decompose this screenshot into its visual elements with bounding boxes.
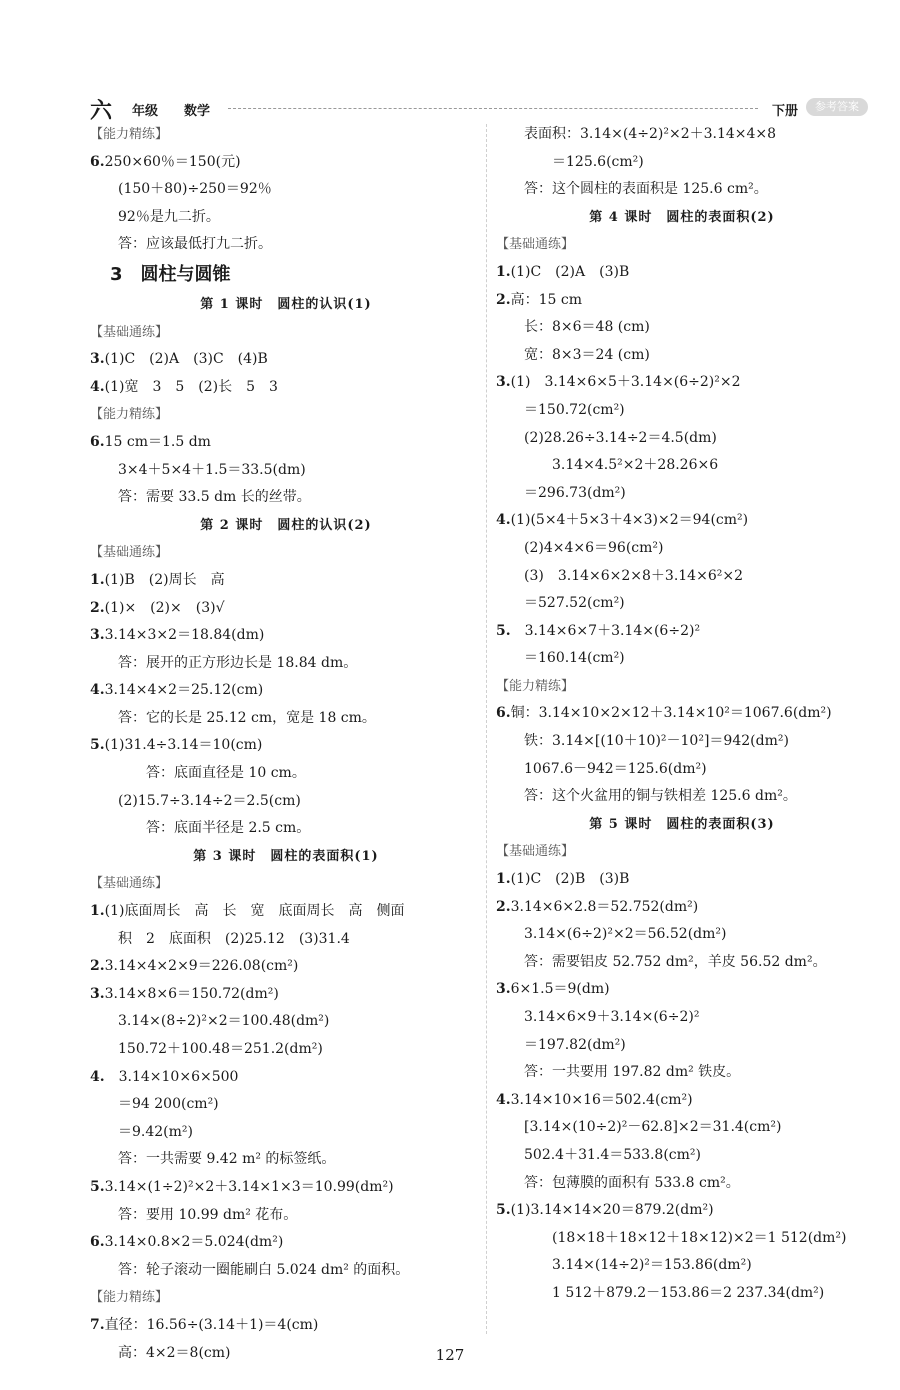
answer-line bbox=[496, 1225, 868, 1253]
question-number: 6. bbox=[496, 705, 511, 722]
line-text: (2)4×4×6＝96(cm²) bbox=[524, 539, 664, 556]
line-text: (2)28.26÷3.14÷2＝4.5(dm) bbox=[524, 429, 717, 446]
answer-line bbox=[496, 369, 868, 397]
question-number: 1. bbox=[496, 871, 511, 888]
answer-line bbox=[496, 728, 868, 756]
line-text: 【能力精练】 bbox=[90, 1290, 169, 1306]
answer-line bbox=[496, 1197, 868, 1225]
lesson-title bbox=[496, 811, 868, 839]
answer-line bbox=[90, 1064, 482, 1092]
line-text: 【基础通练】 bbox=[90, 876, 169, 892]
answer-line bbox=[90, 1091, 482, 1119]
line-text: (1)3.14×14×20＝879.2(dm²) bbox=[510, 1202, 714, 1219]
answer-line bbox=[90, 176, 482, 204]
question-number: 3. bbox=[496, 374, 511, 391]
answer-line bbox=[90, 705, 482, 733]
line-text: 3.14×4×2＝25.12(cm) bbox=[104, 682, 264, 699]
line-text: 积 2 底面积 (2)25.12 (3)31.4 bbox=[118, 930, 350, 947]
answer-line bbox=[90, 1119, 482, 1147]
line-text: 3.14×4×2×9＝226.08(cm²) bbox=[104, 958, 299, 975]
answer-line bbox=[90, 374, 482, 402]
line-text: 【能力精练】 bbox=[90, 127, 169, 142]
answer-line bbox=[90, 953, 482, 981]
line-text: ＝160.14(cm²) bbox=[524, 650, 625, 667]
answer-line bbox=[496, 1032, 868, 1060]
line-text: 直径：16.56÷(3.14＋1)＝4(cm) bbox=[104, 1316, 319, 1333]
answer-line bbox=[90, 650, 482, 678]
line-text: 答：包薄膜的面积有 533.8 cm²。 bbox=[524, 1174, 740, 1191]
line-text: 3.14×3×2＝18.84(dm) bbox=[104, 627, 265, 644]
answer-line bbox=[90, 622, 482, 650]
answer-line bbox=[496, 1087, 868, 1115]
question-number: 5. bbox=[90, 1178, 105, 1195]
line-text: 【基础通练】 bbox=[496, 844, 575, 860]
answer-line bbox=[496, 1004, 868, 1032]
answer-line bbox=[496, 314, 868, 342]
question-number: 3. bbox=[90, 627, 105, 644]
line-text: 250×60％＝150(元) bbox=[104, 153, 241, 170]
line-text: 答：应该最低打九二折。 bbox=[118, 236, 272, 253]
answer-line bbox=[90, 1036, 482, 1064]
question-number: 7. bbox=[90, 1316, 105, 1333]
question-number: 3. bbox=[90, 351, 105, 368]
line-text: (1)B (2)周长 高 bbox=[104, 571, 225, 588]
line-text: (150＋80)÷250＝92％ bbox=[118, 181, 272, 198]
line-text: 【基础通练】 bbox=[90, 324, 169, 340]
answer-line bbox=[90, 567, 482, 595]
answer-line bbox=[496, 590, 868, 618]
answer-line bbox=[90, 149, 482, 177]
line-text: (1)C (2)A (3)B bbox=[510, 263, 630, 280]
question-number: 6. bbox=[90, 153, 105, 170]
line-text: ＝94 200(cm²) bbox=[118, 1096, 219, 1113]
line-text: ＝296.73(dm²) bbox=[524, 484, 626, 501]
line-text: [3.14×(10÷2)²－62.8]×2＝31.4(cm²) bbox=[524, 1119, 782, 1136]
line-text: (1)底面周长 高 长 宽 底面周长 高 侧面 bbox=[104, 903, 405, 920]
answer-line bbox=[90, 595, 482, 623]
column-divider bbox=[486, 124, 487, 1334]
answer-line bbox=[496, 976, 868, 1004]
line-text: 答：它的长是 25.12 cm，宽是 18 cm。 bbox=[118, 709, 376, 726]
line-text: 3.14×(1÷2)²×2＋3.14×1×3＝10.99(dm²) bbox=[104, 1178, 394, 1195]
answer-line bbox=[90, 815, 482, 843]
section-heading bbox=[90, 539, 482, 567]
line-text: (18×18＋18×12＋18×12)×2＝1 512(dm²) bbox=[552, 1229, 847, 1246]
lesson-title bbox=[90, 512, 482, 540]
answer-line bbox=[496, 1280, 868, 1308]
answer-line bbox=[496, 1252, 868, 1280]
answer-line bbox=[90, 457, 482, 485]
line-text: 150.72＋100.48＝251.2(dm²) bbox=[118, 1041, 323, 1057]
grade-char: 六 bbox=[90, 99, 113, 124]
answer-line bbox=[496, 121, 868, 149]
line-text: (1) 3.14×6×5＋3.14×(6÷2)²×2 bbox=[510, 374, 741, 391]
answer-line bbox=[90, 1229, 482, 1257]
line-text: 答：这个火盆用的铜与铁相差 125.6 dm²。 bbox=[524, 788, 797, 805]
question-number: 2. bbox=[90, 958, 105, 975]
line-text: 答：要用 10.99 dm² 花布。 bbox=[118, 1206, 298, 1223]
answer-line bbox=[90, 231, 482, 259]
line-text: 答：展开的正方形边长是 18.84 dm。 bbox=[118, 654, 358, 671]
answer-line bbox=[496, 507, 868, 535]
question-number: 6. bbox=[90, 433, 105, 450]
lesson-title bbox=[496, 204, 868, 232]
question-number: 4. bbox=[496, 1091, 511, 1108]
line-text: 3.14×(6÷2)²×2＝56.52(dm²) bbox=[524, 926, 727, 943]
line-text: 【基础通练】 bbox=[496, 237, 575, 253]
answer-line bbox=[496, 425, 868, 453]
line-text: ＝527.52(cm²) bbox=[524, 595, 625, 612]
answer-line bbox=[90, 1202, 482, 1230]
answer-line bbox=[496, 452, 868, 480]
answer-line bbox=[496, 618, 868, 646]
section-heading bbox=[90, 319, 482, 347]
answer-line bbox=[496, 1059, 868, 1087]
line-text: 3.14×8×6＝150.72(dm²) bbox=[104, 985, 279, 1002]
line-text: 答：底面半径是 2.5 cm。 bbox=[146, 820, 311, 837]
lesson-title bbox=[90, 291, 482, 319]
line-text: ＝197.82(dm²) bbox=[524, 1036, 626, 1053]
answer-line bbox=[90, 1146, 482, 1174]
section-heading bbox=[90, 1284, 482, 1312]
answer-line bbox=[496, 259, 868, 287]
question-number: 5. bbox=[90, 737, 105, 754]
line-text: 1067.6－942＝125.6(dm²) bbox=[524, 760, 707, 777]
line-text: 表面积：3.14×(4÷2)²×2＋3.14×4×8 bbox=[524, 126, 777, 142]
question-number: 2. bbox=[496, 898, 511, 915]
answer-line bbox=[90, 732, 482, 760]
line-text: (1)× (2)× (3)√ bbox=[104, 599, 225, 616]
question-number: 4. bbox=[496, 512, 511, 529]
line-text: 铁：3.14×[(10＋10)²－10²]＝942(dm²) bbox=[524, 733, 789, 750]
answer-line bbox=[90, 1257, 482, 1285]
line-text: ＝125.6(cm²) bbox=[552, 153, 644, 170]
section-heading bbox=[90, 401, 482, 429]
answer-line bbox=[90, 760, 482, 788]
answer-line bbox=[496, 1170, 868, 1198]
right-column bbox=[496, 121, 868, 1308]
answer-line bbox=[90, 1008, 482, 1036]
question-number: 5. bbox=[496, 622, 511, 639]
answer-line bbox=[90, 1312, 482, 1340]
question-number: 3. bbox=[496, 981, 511, 998]
section-heading bbox=[90, 121, 482, 149]
question-number: 2. bbox=[90, 599, 105, 616]
line-text: 6×1.5＝9(dm) bbox=[510, 981, 610, 998]
answer-line bbox=[496, 921, 868, 949]
answer-line bbox=[496, 866, 868, 894]
section-heading bbox=[90, 870, 482, 898]
page-number: 127 bbox=[435, 1346, 465, 1364]
page-header bbox=[88, 96, 868, 124]
answer-line bbox=[496, 894, 868, 922]
line-text: 答：这个圆柱的表面积是 125.6 cm²。 bbox=[524, 181, 768, 198]
answer-line bbox=[90, 484, 482, 512]
question-number: 5. bbox=[496, 1202, 511, 1219]
question-number: 3. bbox=[90, 985, 105, 1002]
line-text: 3 圆柱与圆锥 bbox=[110, 263, 231, 285]
line-text: 15 cm＝1.5 dm bbox=[104, 433, 211, 450]
line-text: 高：15 cm bbox=[510, 291, 583, 308]
section-heading bbox=[496, 838, 868, 866]
line-text: 答：底面直径是 10 cm。 bbox=[146, 765, 306, 782]
answer-line bbox=[90, 926, 482, 954]
question-number: 6. bbox=[90, 1234, 105, 1251]
chapter-title bbox=[90, 259, 482, 291]
left-column bbox=[90, 121, 482, 1367]
line-text: 3.14×4.5²×2＋28.26×6 bbox=[552, 457, 719, 474]
line-text: 长：8×6＝48 (cm) bbox=[524, 319, 650, 336]
line-text: 3.14×0.8×2＝5.024(dm²) bbox=[104, 1234, 284, 1251]
line-text: (1)31.4÷3.14＝10(cm) bbox=[104, 737, 263, 754]
answer-line bbox=[496, 783, 868, 811]
question-number: 4. bbox=[90, 682, 105, 699]
line-text: 第 1 课时 圆柱的认识(1) bbox=[200, 296, 372, 312]
question-number: 2. bbox=[496, 291, 511, 308]
answer-line bbox=[90, 429, 482, 457]
line-text: 高：4×2＝8(cm) bbox=[118, 1344, 231, 1361]
question-number: 4. bbox=[90, 378, 105, 395]
line-text: 3.14×10×6×500 bbox=[104, 1068, 239, 1085]
line-text: 答：轮子滚动一圈能刷白 5.024 dm² 的面积。 bbox=[118, 1261, 410, 1278]
line-text: (2)15.7÷3.14÷2＝2.5(cm) bbox=[118, 792, 301, 809]
answer-line bbox=[496, 535, 868, 563]
line-text: 92％是九二折。 bbox=[118, 208, 220, 225]
line-text: 铜：3.14×10×2×12＋3.14×10²＝1067.6(dm²) bbox=[510, 705, 832, 722]
line-text: 3.14×(14÷2)²＝153.86(dm²) bbox=[552, 1257, 752, 1274]
line-text: 3.14×6×7＋3.14×(6÷2)² bbox=[510, 622, 701, 639]
line-text: 第 4 课时 圆柱的表面积(2) bbox=[589, 209, 775, 225]
question-number: 1. bbox=[496, 263, 511, 280]
answer-line bbox=[496, 563, 868, 591]
answer-line bbox=[90, 788, 482, 816]
line-text: 3.14×6×2.8＝52.752(dm²) bbox=[510, 898, 699, 915]
line-text: 答：一共需要 9.42 m² 的标签纸。 bbox=[118, 1151, 336, 1168]
line-text: 3.14×6×9＋3.14×(6÷2)² bbox=[524, 1009, 700, 1025]
line-text: 答：需要 33.5 dm 长的丝带。 bbox=[118, 489, 311, 506]
answer-line bbox=[496, 700, 868, 728]
line-text: (1)(5×4＋5×3＋4×3)×2＝94(cm²) bbox=[510, 512, 749, 529]
answer-line bbox=[496, 756, 868, 784]
volume-label: 下册 bbox=[771, 104, 798, 119]
answer-line bbox=[90, 346, 482, 374]
line-text: 3.14×(8÷2)²×2＝100.48(dm²) bbox=[118, 1013, 330, 1030]
line-text: 502.4＋31.4＝533.8(cm²) bbox=[524, 1146, 701, 1163]
lesson-title bbox=[90, 843, 482, 871]
line-text: 1 512＋879.2－153.86＝2 237.34(dm²) bbox=[552, 1284, 825, 1301]
question-number: 1. bbox=[90, 571, 105, 588]
line-text: ＝9.42(m²) bbox=[118, 1123, 193, 1140]
line-text: 【基础通练】 bbox=[90, 545, 169, 561]
answer-line bbox=[496, 949, 868, 977]
answer-line bbox=[496, 287, 868, 315]
line-text: ＝150.72(cm²) bbox=[524, 401, 625, 418]
header-divider bbox=[228, 108, 758, 109]
line-text: 答：需要铝皮 52.752 dm²，羊皮 56.52 dm²。 bbox=[524, 953, 827, 970]
line-text: (3) 3.14×6×2×8＋3.14×6²×2 bbox=[524, 567, 743, 584]
answer-badge: 参考答案 bbox=[806, 98, 868, 116]
answer-line bbox=[496, 176, 868, 204]
answer-line bbox=[496, 645, 868, 673]
grade-label: 年级 bbox=[132, 104, 159, 119]
answer-line bbox=[496, 149, 868, 177]
answer-line bbox=[90, 204, 482, 232]
question-number: 4. bbox=[90, 1068, 105, 1085]
answer-line bbox=[496, 342, 868, 370]
line-text: 【能力精练】 bbox=[90, 407, 169, 423]
answer-line bbox=[496, 1142, 868, 1170]
subject-label: 数学 bbox=[184, 104, 211, 119]
line-text: (1)C (2)B (3)B bbox=[510, 871, 630, 888]
answer-line bbox=[90, 898, 482, 926]
line-text: (1)宽 3 5 (2)长 5 3 bbox=[104, 378, 278, 395]
section-heading bbox=[496, 231, 868, 259]
line-text: (1)C (2)A (3)C (4)B bbox=[104, 351, 268, 368]
line-text: 第 3 课时 圆柱的表面积(1) bbox=[193, 848, 379, 864]
question-number: 1. bbox=[90, 903, 105, 920]
answer-line bbox=[496, 1114, 868, 1142]
line-text: 【能力精练】 bbox=[496, 678, 575, 694]
line-text: 宽：8×3＝24 (cm) bbox=[524, 346, 650, 363]
section-heading bbox=[496, 673, 868, 701]
line-text: 答：一共要用 197.82 dm² 铁皮。 bbox=[524, 1064, 741, 1081]
answer-line bbox=[496, 480, 868, 508]
line-text: 第 5 课时 圆柱的表面积(3) bbox=[589, 816, 775, 832]
answer-line bbox=[90, 1174, 482, 1202]
line-text: 3.14×10×16＝502.4(cm²) bbox=[510, 1091, 693, 1108]
answer-line bbox=[90, 981, 482, 1009]
answer-line bbox=[90, 677, 482, 705]
line-text: 3×4＋5×4＋1.5＝33.5(dm) bbox=[118, 461, 306, 478]
answer-line bbox=[496, 397, 868, 425]
line-text: 第 2 课时 圆柱的认识(2) bbox=[200, 517, 372, 533]
